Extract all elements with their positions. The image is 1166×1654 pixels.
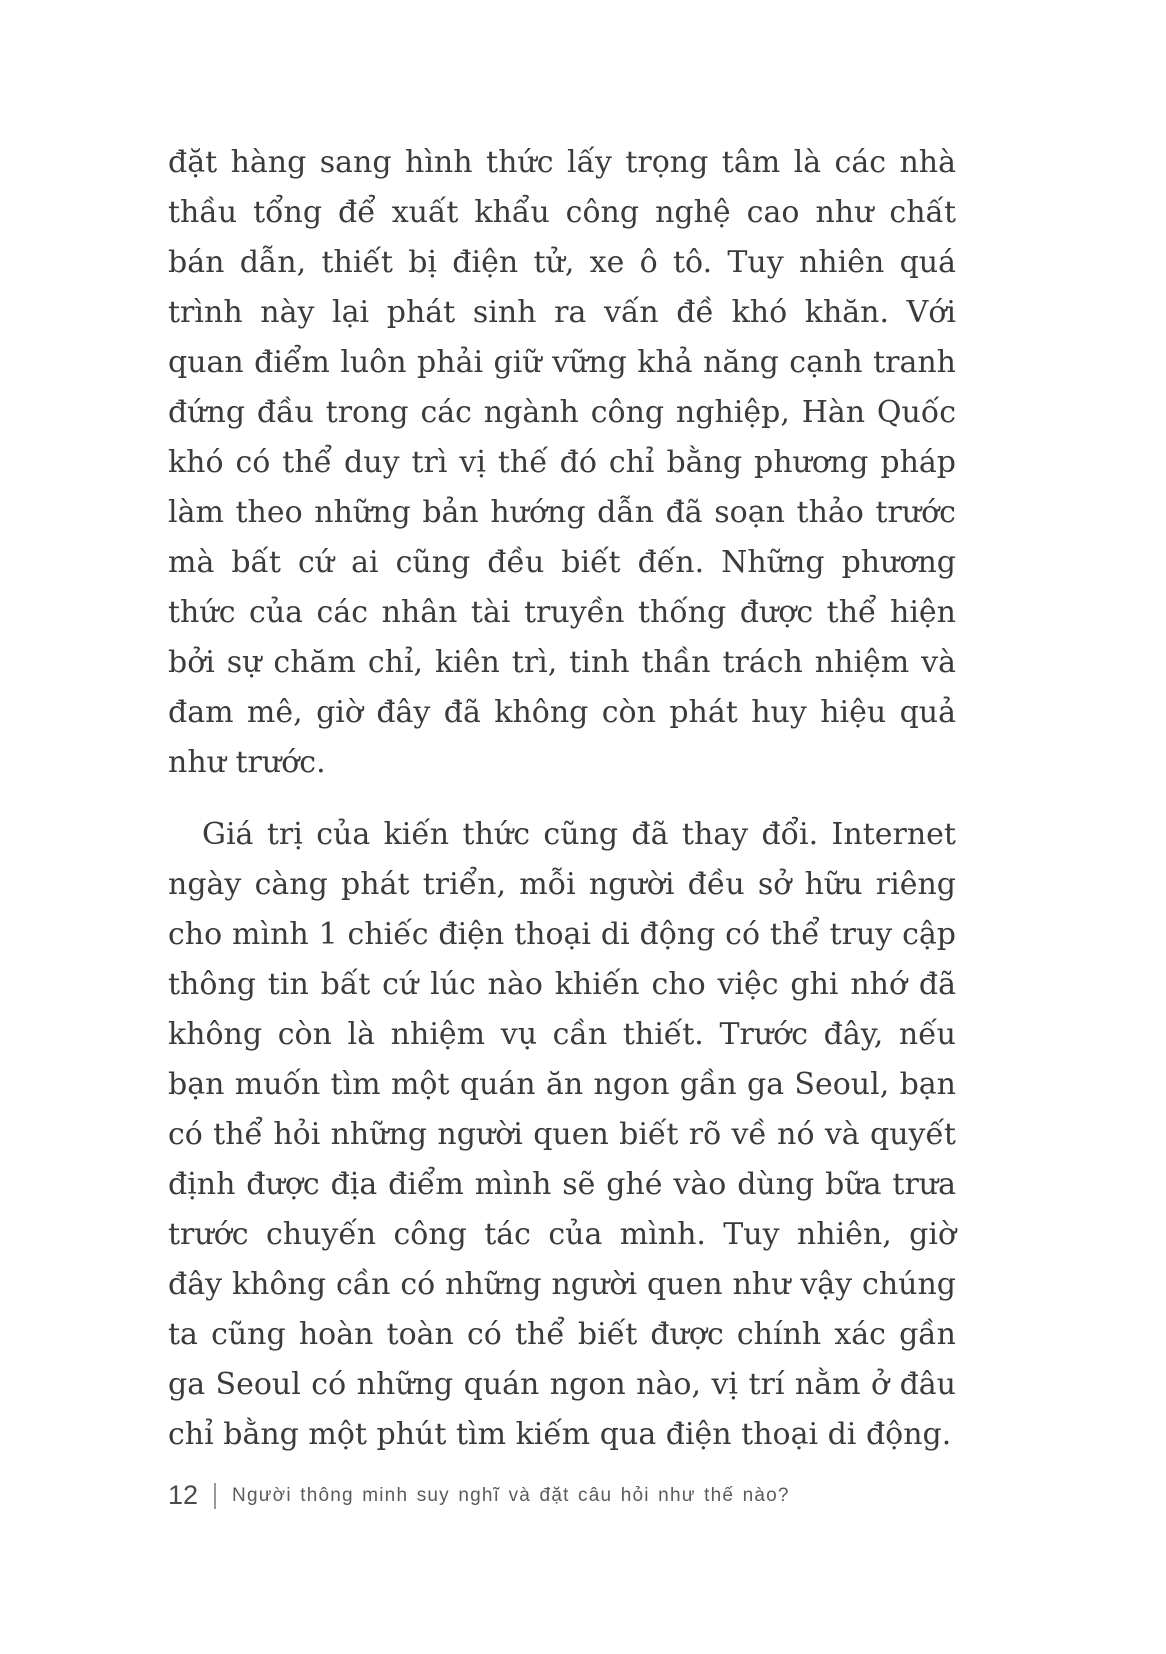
page-body-text bbox=[168, 138, 956, 1482]
book-title: Người thông minh suy nghĩ và đặt câu hỏi như thế nào? bbox=[232, 1484, 790, 1506]
page-number: 12 bbox=[168, 1480, 199, 1510]
paragraph: đặt hàng sang hình thức lấy trọng tâm là các nhà thầu tổng để xuất khẩu công nghệ cao như chất bán dẫn, thiết bị điện tử, xe ô tô. Tuy nhiên quá trình này lại phát sinh ra vấn đề khó khăn. Với quan điểm luôn phải giữ vững khả năng cạnh tranh đứng đầu trong các ngành công nghiệp, Hàn Quốc khó có thể duy trì vị thế đó chỉ bằng phương pháp làm theo những bản hướng dẫn đã soạn thảo trước mà bất cứ ai cũng đều biết đến. Những phương thức của các nhân tài truyền thống được thể hiện bởi sự chăm chỉ, kiên trì, tinh thần trách nhiệm và đam mê, giờ đây đã không còn phát huy hiệu quả như trước. bbox=[168, 145, 956, 780]
paragraph: Giá trị của kiến thức cũng đã thay đổi. Internet ngày càng phát triển, mỗi người đều sở hữu riêng cho mình 1 chiếc điện thoại di động có thể truy cập thông tin bất cứ lúc nào khiến cho việc ghi nhớ đã không còn là nhiệm vụ cần thiết. Trước đây, nếu bạn muốn tìm một quán ăn ngon gần ga Seoul, bạn có thể hỏi những người quen biết rõ về nó và quyết định được địa điểm mình sẽ ghé vào dùng bữa trưa trước chuyến công tác của mình. Tuy nhiên, giờ đây không cần có những người quen như vậy chúng ta cũng hoàn toàn có thể biết được chính xác gần ga Seoul có những quán ngon nào, vị trí nằm ở đâu chỉ bằng một phút tìm kiếm qua điện thoại di động. bbox=[168, 817, 956, 1452]
footer-divider bbox=[214, 1483, 216, 1509]
page-footer bbox=[168, 1480, 790, 1511]
